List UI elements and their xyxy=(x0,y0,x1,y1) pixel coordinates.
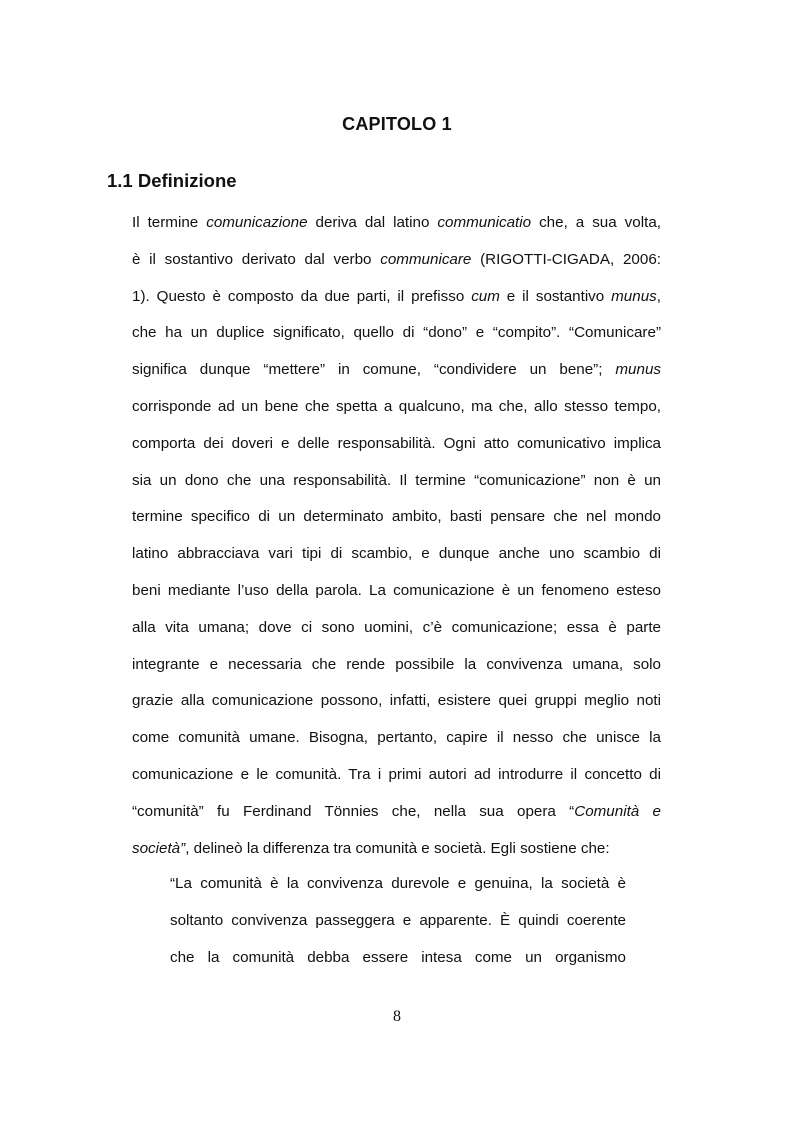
paragraph-line: significa dunque “mettere” in comune, “condividere un bene”; munus xyxy=(132,361,661,379)
body-paragraph xyxy=(132,205,661,867)
quote-line: soltanto convivenza passeggera e apparente. È quindi coerente xyxy=(170,911,626,929)
paragraph-line: società”, delineò la differenza tra comunità e società. Egli sostiene che: xyxy=(132,839,610,857)
paragraph-line: comporta dei doveri e delle responsabilità. Ogni atto comunicativo implica xyxy=(132,434,661,452)
paragraph-line: “comunità” fu Ferdinand Tönnies che, nella sua opera “Comunità e xyxy=(132,802,661,820)
paragraph-line: grazie alla comunicazione possono, infatti, esistere quei gruppi meglio noti xyxy=(132,692,661,710)
paragraph-line: è il sostantivo derivato dal verbo communicare (RIGOTTI-CIGADA, 2006: xyxy=(132,250,661,268)
paragraph-line: latino abbracciava vari tipi di scambio, e dunque anche uno scambio di xyxy=(132,545,661,563)
quote-line: “La comunità è la convivenza durevole e genuina, la società è xyxy=(170,875,626,892)
section-heading: 1.1 Definizione xyxy=(107,170,237,191)
paragraph-line: alla vita umana; dove ci sono uomini, c’è comunicazione; essa è parte xyxy=(132,618,661,636)
paragraph-line: beni mediante l’uso della parola. La comunicazione è un fenomeno esteso xyxy=(132,581,661,599)
block-quote xyxy=(170,866,626,976)
paragraph-line: sia un dono che una responsabilità. Il termine “comunicazione” non è un xyxy=(132,471,661,489)
paragraph-line: comunicazione e le comunità. Tra i primi autori ad introdurre il concetto di xyxy=(132,765,661,783)
paragraph-line: che ha un duplice significato, quello di “dono” e “compito”. “Comunicare” xyxy=(132,324,661,342)
quote-line: che la comunità debba essere intesa come un organismo xyxy=(170,948,626,966)
paragraph-line: come comunità umane. Bisogna, pertanto, capire il nesso che unisce la xyxy=(132,729,661,747)
paragraph-line: corrisponde ad un bene che spetta a qualcuno, ma che, allo stesso tempo, xyxy=(132,397,661,415)
paragraph-line: termine specifico di un determinato ambito, basti pensare che nel mondo xyxy=(132,508,661,526)
paragraph-line: 1). Questo è composto da due parti, il prefisso cum e il sostantivo munus, xyxy=(132,287,661,305)
paragraph-line: integrante e necessaria che rende possibile la convivenza umana, solo xyxy=(132,655,661,673)
paragraph-line: Il termine comunicazione deriva dal latino communicatio che, a sua volta, xyxy=(132,214,661,231)
chapter-heading: CAPITOLO 1 xyxy=(342,114,452,134)
page-number: 8 xyxy=(393,1008,401,1025)
